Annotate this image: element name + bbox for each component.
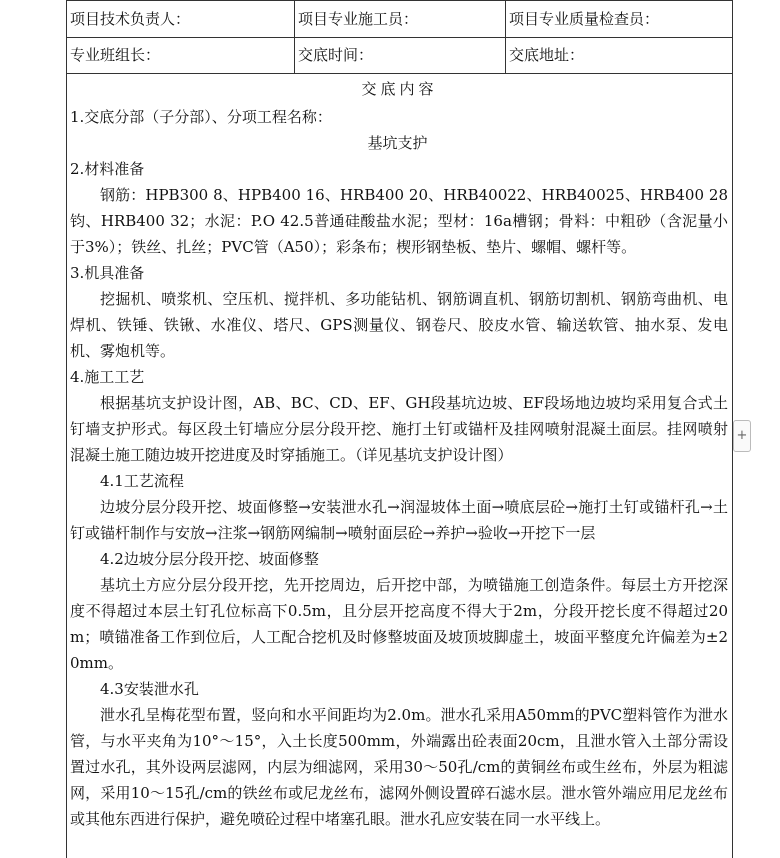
section-4-3-text: 泄水孔呈梅花型布置，竖向和水平间距均为2.0m。泄水孔采用A50mm的PVC塑料管作为泄水管，与水平夹角为10°～15°，入土长度500mm，外端露出砼表面20cm，且泄水管入土部分需设置过水孔，其外设两层滤网，内层为细滤网，采用30～50孔/cm的黄铜丝布或生丝布，外层为粗滤网，采用10～15孔/cm的铁丝布或尼龙丝布，滤网外侧设置碎石滤水层。泄水管外端应用尼龙丝布或其他东西进行保护，避免喷砼过程中堵塞孔眼。泄水孔应安装在同一水平线上。 <box>70 706 728 828</box>
section-1-title: 1.交底分部（子分部）、分项工程名称： <box>70 108 332 126</box>
section-4-2-text: 基坑土方应分层分段开挖，先开挖周边，后开挖中部，为喷锚施工创造条件。每层土方开挖深度不得超过本层土钉孔位标高下0.5m，且分层开挖高度不得大于2m，分段开挖长度不得超过20m；喷锚准备工作到位后，人工配合挖机及时修整坡面及坡顶坡脚虚土，坡面平整度允许偏差为±20mm。 <box>70 576 728 672</box>
disclosure-time-cell: 交底时间： <box>298 46 374 64</box>
content-title: 交底内容 <box>361 80 438 98</box>
section-4-1-title: 4.1工艺流程 <box>100 472 184 490</box>
section-1-value: 基坑支护 <box>367 134 428 152</box>
disclosure-form <box>66 0 733 858</box>
section-2-text: 钢筋：HPB300 8、HPB400 16、HRB400 20、HRB40022、HRB40025、HRB400 28钧、HRB400 32；水泥：P.O 42.5普通硅酸盐水泥；型材：16a槽钢；骨料：中粗砂（含泥量小于3%）；铁丝、扎丝；PVC管（A50）；彩条布；楔形钢垫板、垫片、螺帽、螺杆等。 <box>70 186 728 256</box>
constructor-cell: 项目专业施工员： <box>298 10 419 28</box>
section-3-title: 3.机具准备 <box>70 264 145 282</box>
header-row-2 <box>67 38 732 74</box>
section-4-title: 4.施工工艺 <box>70 368 145 386</box>
section-2-title: 2.材料准备 <box>70 160 145 178</box>
section-4-2-title: 4.2边坡分层分段开挖、坡面修整 <box>100 550 319 568</box>
header-row-1 <box>67 1 732 38</box>
section-4-3-title: 4.3安装泄水孔 <box>100 680 199 698</box>
section-4-1-text: 边坡分层分段开挖、坡面修整→安装泄水孔→润湿坡体土面→喷底层砼→施打土钉或锚杆孔→土钉或锚杆制作与安放→注浆→钢筋网编制→喷射面层砼→养护→验收→开挖下一层 <box>70 498 728 542</box>
expand-plus-button[interactable]: + <box>733 420 751 452</box>
quality-inspector-cell: 项目专业质量检查员： <box>509 10 660 28</box>
section-4-text: 根据基坑支护设计图，AB、BC、CD、EF、GH段基坑边坡、EF段场地边坡均采用复合式土钉墙支护形式。每区段土钉墙应分层分段开挖、施打土钉或锚杆及挂网喷射混凝土面层。挂网喷射混凝土施工随边坡开挖进度及时穿插施工。（详见基坑支护设计图） <box>70 394 728 464</box>
disclosure-content <box>67 74 732 832</box>
section-3-text: 挖掘机、喷浆机、空压机、搅拌机、多功能钻机、钢筋调直机、钢筋切割机、钢筋弯曲机、电焊机、铁锤、铁锹、水准仪、塔尺、GPS测量仪、钢卷尺、胶皮水管、输送软管、抽水泵、发电机、雾炮机等。 <box>70 290 728 360</box>
tech-lead-cell: 项目技术负责人： <box>70 10 191 28</box>
team-leader-cell: 专业班组长： <box>70 46 161 64</box>
disclosure-address-cell: 交底地址： <box>509 46 585 64</box>
